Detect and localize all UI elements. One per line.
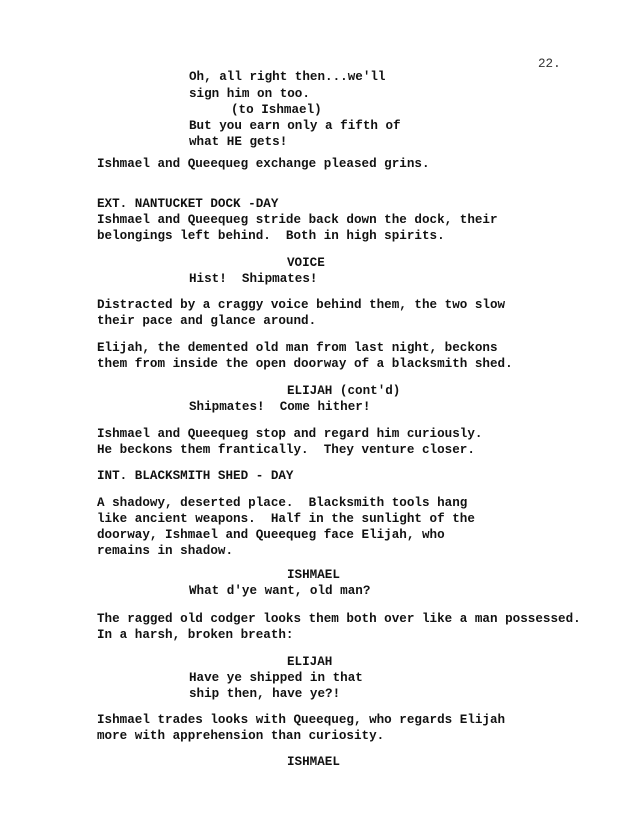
character-name: ELIJAH: [287, 655, 333, 669]
action-line: them from inside the open doorway of a blacksmith shed.: [97, 357, 513, 371]
action-line: belongings left behind. Both in high spirits.: [97, 229, 445, 243]
page-number: 22.: [538, 57, 561, 71]
dialogue-line: Hist! Shipmates!: [189, 272, 318, 286]
action-line: like ancient weapons. Half in the sunlight of the: [97, 512, 475, 526]
character-name: ISHMAEL: [287, 568, 340, 582]
action-line: Elijah, the demented old man from last night, beckons: [97, 341, 498, 355]
character-name: VOICE: [287, 256, 325, 270]
action-line: The ragged old codger looks them both over like a man possessed.: [97, 612, 581, 626]
action-line: remains in shadow.: [97, 544, 234, 558]
dialogue-line: Oh, all right then...we'll: [189, 70, 386, 84]
action-line: Ishmael and Queequeg stride back down the dock, their: [97, 213, 498, 227]
action-line: Ishmael and Queequeg stop and regard him curiously.: [97, 427, 483, 441]
dialogue-line: sign him on too.: [189, 87, 310, 101]
dialogue-line: But you earn only a fifth of: [189, 119, 401, 133]
action-line: more with apprehension than curiosity.: [97, 729, 385, 743]
action-line: Ishmael trades looks with Queequeg, who regards Elijah: [97, 713, 506, 727]
scene-heading: EXT. NANTUCKET DOCK -DAY: [97, 197, 279, 211]
character-name: ELIJAH (cont'd): [287, 384, 401, 398]
action-line: He beckons them frantically. They venture closer.: [97, 443, 475, 457]
action-line: Distracted by a craggy voice behind them, the two slow: [97, 298, 506, 312]
dialogue-line: Have ye shipped in that: [189, 671, 363, 685]
scene-heading: INT. BLACKSMITH SHED - DAY: [97, 469, 294, 483]
parenthetical: (to Ishmael): [231, 103, 322, 117]
action-line: In a harsh, broken breath:: [97, 628, 294, 642]
dialogue-line: what HE gets!: [189, 135, 288, 149]
dialogue-line: Shipmates! Come hither!: [189, 400, 371, 414]
dialogue-line: What d'ye want, old man?: [189, 584, 371, 598]
dialogue-line: ship then, have ye?!: [189, 687, 341, 701]
action-line: Ishmael and Queequeg exchange pleased grins.: [97, 157, 430, 171]
action-line: doorway, Ishmael and Queequeg face Elijah, who: [97, 528, 445, 542]
character-name: ISHMAEL: [287, 755, 340, 769]
action-line: A shadowy, deserted place. Blacksmith tools hang: [97, 496, 468, 510]
action-line: their pace and glance around.: [97, 314, 317, 328]
